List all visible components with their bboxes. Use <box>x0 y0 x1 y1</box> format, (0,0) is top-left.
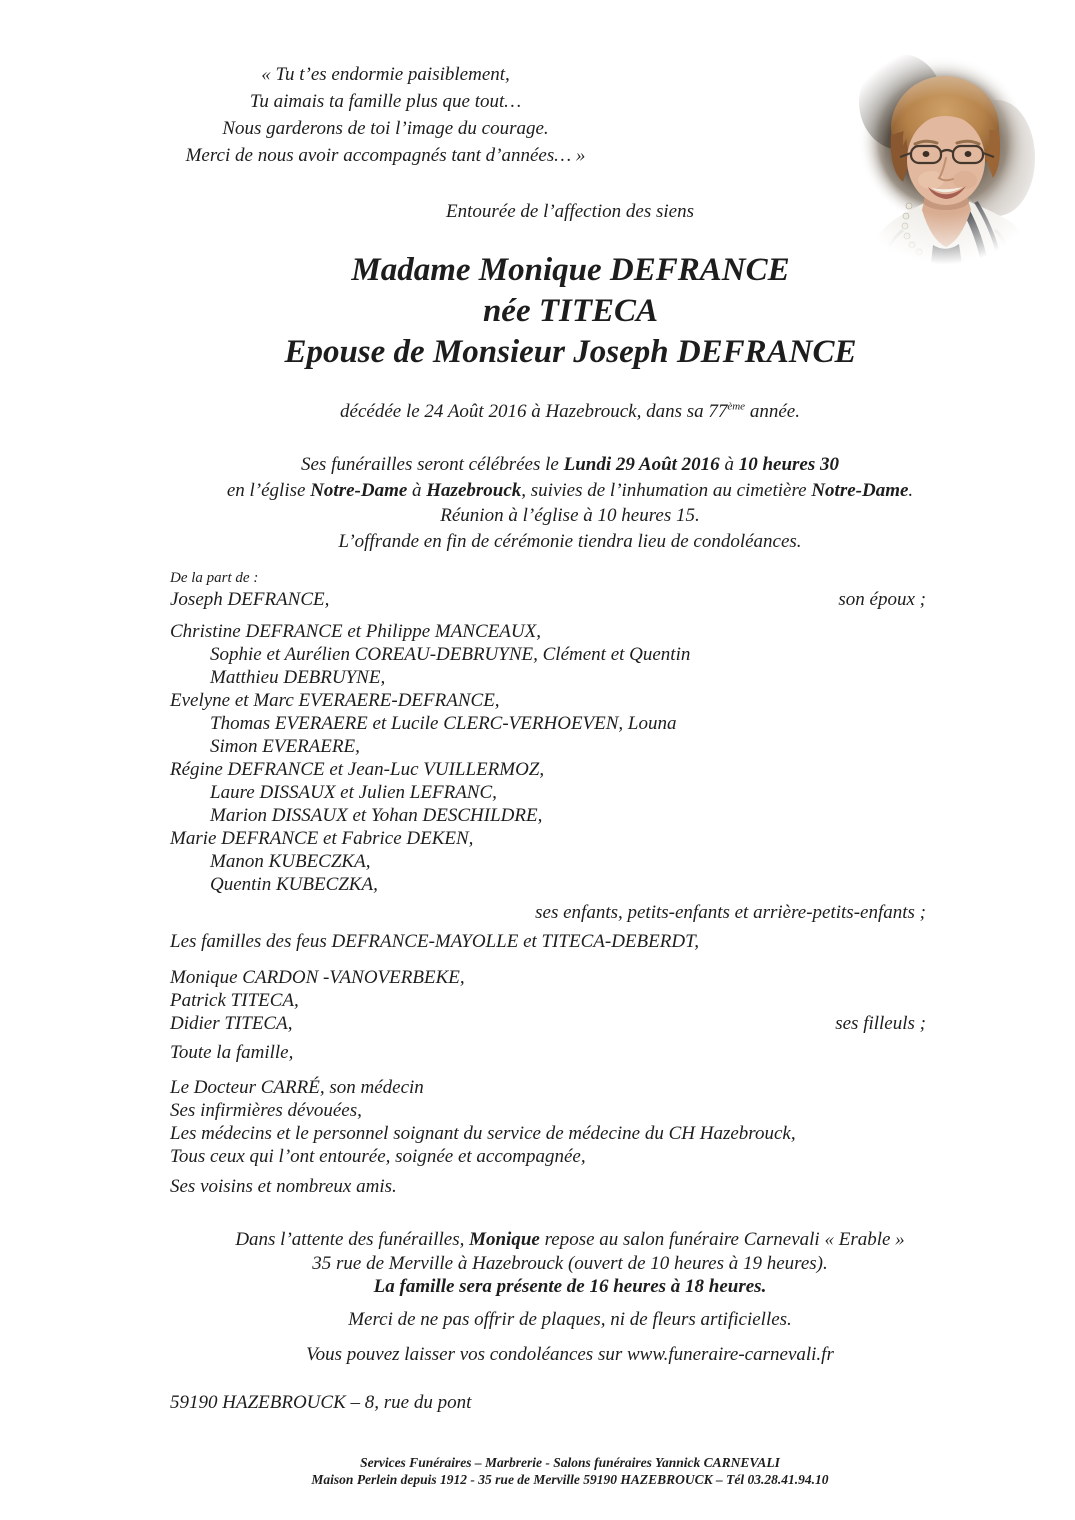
name-line <box>170 901 926 924</box>
deceased-title <box>103 250 1038 373</box>
from-label: De la part de : <box>170 570 259 586</box>
death-date-line: décédée le 24 Août 2016 à Hazebrouck, dans sa 77ème année. <box>340 400 800 422</box>
name-line <box>170 804 926 827</box>
name-line <box>170 1012 926 1035</box>
name-line <box>170 588 926 611</box>
deceased-spouse-line: Epouse de Monsieur Joseph DEFRANCE <box>284 334 857 370</box>
footer-address-line: Maison Perlein depuis 1912 - 35 rue de Merville 59190 HAZEBROUCK – Tél 03.28.41.94.10 <box>311 1471 829 1487</box>
name-line <box>170 827 926 850</box>
family-names-list <box>170 568 926 1198</box>
memorial-quote <box>158 61 613 169</box>
name-text: Quentin KUBECZKA, <box>210 874 378 895</box>
name-line <box>170 1099 926 1122</box>
name-text: Matthieu DEBRUYNE, <box>210 667 386 688</box>
name-text: Evelyne et Marc EVERAERE-DEFRANCE, <box>170 690 500 711</box>
funeral-line-1: Ses funérailles seront célébrées le Lundi 29 Août 2016 à 10 heures 30 <box>301 454 839 475</box>
name-text: Tous ceux qui l’ont entourée, soignée et accompagnée, <box>170 1146 586 1167</box>
funeral-line-2: en l’église Notre-Dame à Hazebrouck, suivies de l’inhumation au cimetière Notre-Dame. <box>226 479 914 501</box>
name-text: Régine DEFRANCE et Jean-Luc VUILLERMOZ, <box>170 759 545 780</box>
name-text: Marion DISSAUX et Yohan DESCHILDRE, <box>210 805 543 826</box>
name-text: Manon KUBECZKA, <box>210 851 371 872</box>
repose-line-2: 35 rue de Merville à Hazebrouck (ouvert de 10 heures à 19 heures). <box>312 1252 828 1274</box>
family-presence-line: La famille sera présente de 16 heures à 18 heures. <box>373 1276 767 1297</box>
name-line <box>170 781 926 804</box>
name-text: Laure DISSAUX et Julien LEFRANC, <box>210 782 497 803</box>
name-line <box>170 1175 926 1198</box>
quote-line-3: Nous garderons de toi l’image du courage. <box>222 118 549 139</box>
name-line <box>170 689 926 712</box>
name-text: Christine DEFRANCE et Philippe MANCEAUX, <box>170 621 541 642</box>
name-text: Thomas EVERAERE et Lucile CLERC-VERHOEVEN, Louna <box>210 713 677 734</box>
portrait-photo <box>845 40 1050 285</box>
name-line <box>170 643 926 666</box>
relation-label: son époux ; <box>838 589 926 610</box>
name-line <box>170 873 926 896</box>
deceased-birth-name: née TITECA <box>482 293 659 329</box>
name-line <box>170 1145 926 1168</box>
funeral-line-4: L’offrande en fin de cérémonie tiendra lieu de condoléances. <box>338 530 802 552</box>
name-text: Simon EVERAERE, <box>210 736 360 757</box>
name-text: Les médecins et le personnel soignant du service de médecine du CH Hazebrouck, <box>170 1123 796 1144</box>
name-text: Joseph DEFRANCE, <box>170 589 330 610</box>
name-text: Toute la famille, <box>170 1042 294 1063</box>
relation-label: ses enfants, petits-enfants et arrière-petits-enfants ; <box>535 902 926 923</box>
funeral-details <box>138 452 1002 554</box>
name-text: Patrick TITECA, <box>170 990 299 1011</box>
name-text: Le Docteur CARRÉ, son médecin <box>170 1077 424 1098</box>
name-text: Ses infirmières dévouées, <box>170 1100 362 1121</box>
relation-label: ses filleuls ; <box>835 1013 926 1034</box>
name-line <box>170 758 926 781</box>
name-line <box>170 850 926 873</box>
quote-line-4: Merci de nous avoir accompagnés tant d’années… » <box>185 145 586 166</box>
name-line <box>170 966 926 989</box>
quote-line-2: Tu aimais ta famille plus que tout… <box>249 91 522 112</box>
name-text: Les familles des feus DEFRANCE-MAYOLLE et TITECA-DEBERDT, <box>170 931 699 952</box>
home-address: 59190 HAZEBROUCK – 8, rue du pont <box>170 1392 472 1413</box>
repose-info <box>138 1228 1002 1367</box>
name-text: Marie DEFRANCE et Fabrice DEKEN, <box>170 828 474 849</box>
footer-services-line: Services Funéraires – Marbrerie - Salons funéraires Yannick CARNEVALI <box>360 1455 780 1470</box>
name-line <box>170 1122 926 1145</box>
funeral-home-footer <box>170 1455 970 1488</box>
name-line <box>170 712 926 735</box>
name-line <box>170 620 926 643</box>
name-text: Sophie et Aurélien COREAU-DEBRUYNE, Clément et Quentin <box>210 644 691 665</box>
repose-line-1: Dans l’attente des funérailles, Monique repose au salon funéraire Carnevali « Erable » <box>235 1229 905 1250</box>
name-line <box>170 666 926 689</box>
name-line <box>170 1076 926 1099</box>
deceased-name: Madame Monique DEFRANCE <box>351 252 790 288</box>
quote-line-1: « Tu t’es endormie paisiblement, <box>261 64 510 85</box>
name-line <box>170 930 926 953</box>
funeral-line-3: Réunion à l’église à 10 heures 15. <box>440 505 700 526</box>
intro-line: Entourée de l’affection des siens <box>446 201 694 222</box>
name-text: Ses voisins et nombreux amis. <box>170 1176 397 1197</box>
name-line <box>170 735 926 758</box>
name-text: Didier TITECA, <box>170 1013 293 1034</box>
name-line <box>170 1041 926 1064</box>
condolences-website-line: Vous pouvez laisser vos condoléances sur www.funeraire-carnevali.fr <box>306 1344 834 1365</box>
name-text: Monique CARDON -VANOVERBEKE, <box>170 967 465 988</box>
no-plaques-request: Merci de ne pas offrir de plaques, ni de fleurs artificielles. <box>348 1308 792 1330</box>
portrait-photo-illustration <box>845 40 1050 285</box>
name-line <box>170 989 926 1012</box>
